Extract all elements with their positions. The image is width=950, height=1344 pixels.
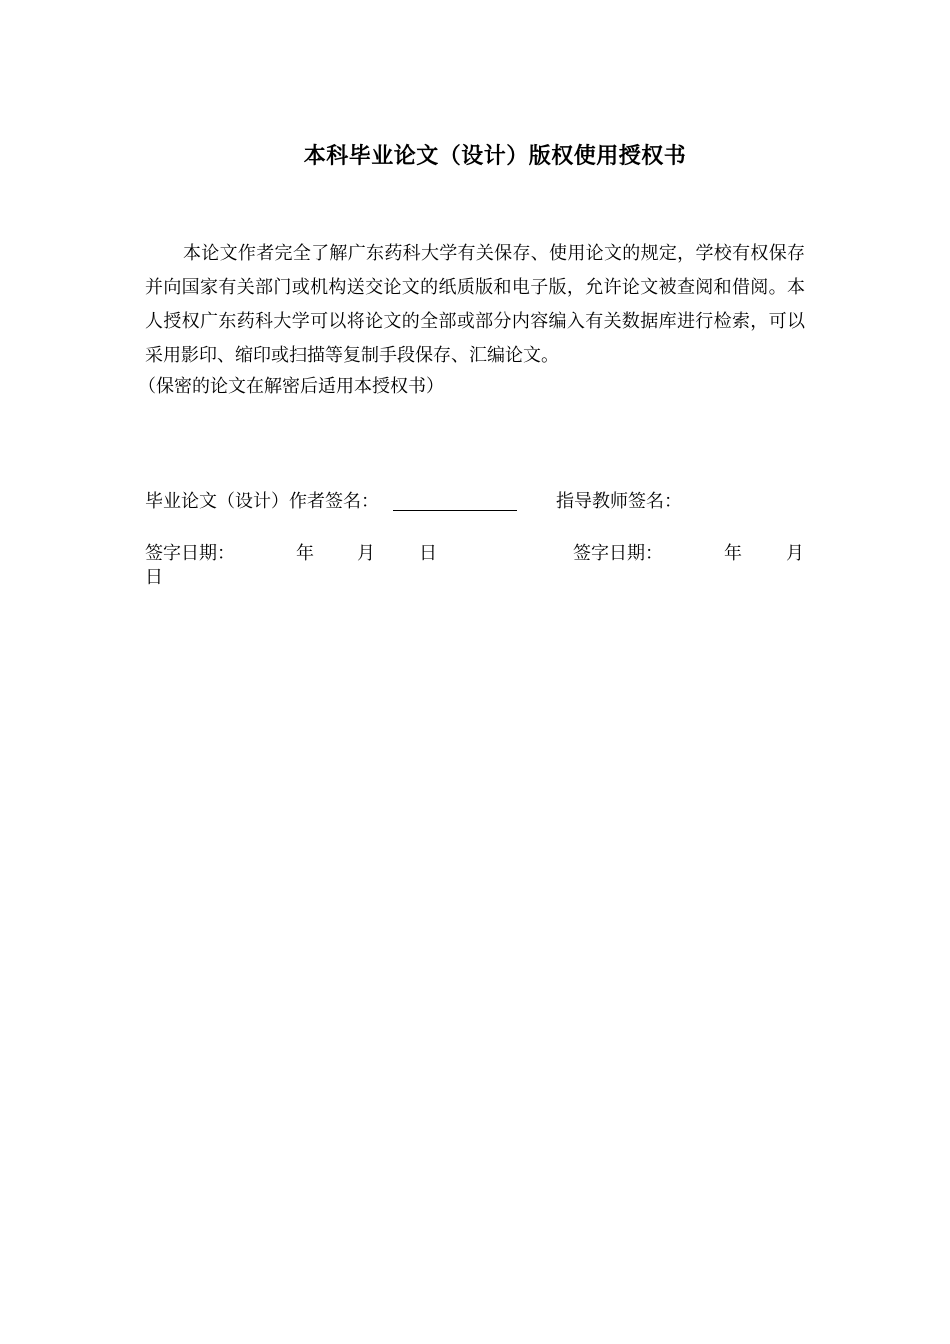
- author-signature-label: 毕业论文（设计）作者签名：: [145, 491, 379, 512]
- author-date-year: 年: [296, 543, 314, 564]
- advisor-date-label: 签字日期：: [573, 543, 663, 564]
- advisor-signature-label: 指导教师签名：: [556, 491, 682, 512]
- confidential-note: （保密的论文在解密后适用本授权书）: [138, 376, 444, 397]
- author-date-day: 日: [419, 543, 437, 564]
- author-signature-line: [393, 510, 517, 511]
- page-title: 本科毕业论文（设计）版权使用授权书: [303, 144, 687, 169]
- advisor-date-month: 月: [786, 543, 804, 564]
- author-date-month: 月: [357, 543, 375, 564]
- advisor-date-day: 日: [145, 567, 163, 588]
- authorization-body: 本论文作者完全了解广东药科大学有关保存、使用论文的规定，学校有权保存并向国家有关部门或机构送交论文的纸质版和电子版，允许论文被查阅和借阅。本人授权广东药科大学可以将论文的全部或部分内容编入有关数据库进行检索，可以采用影印、缩印或扫描等复制手段保存、汇编论文。: [145, 243, 805, 366]
- advisor-date-year: 年: [724, 543, 742, 564]
- author-date-label: 签字日期：: [145, 543, 235, 564]
